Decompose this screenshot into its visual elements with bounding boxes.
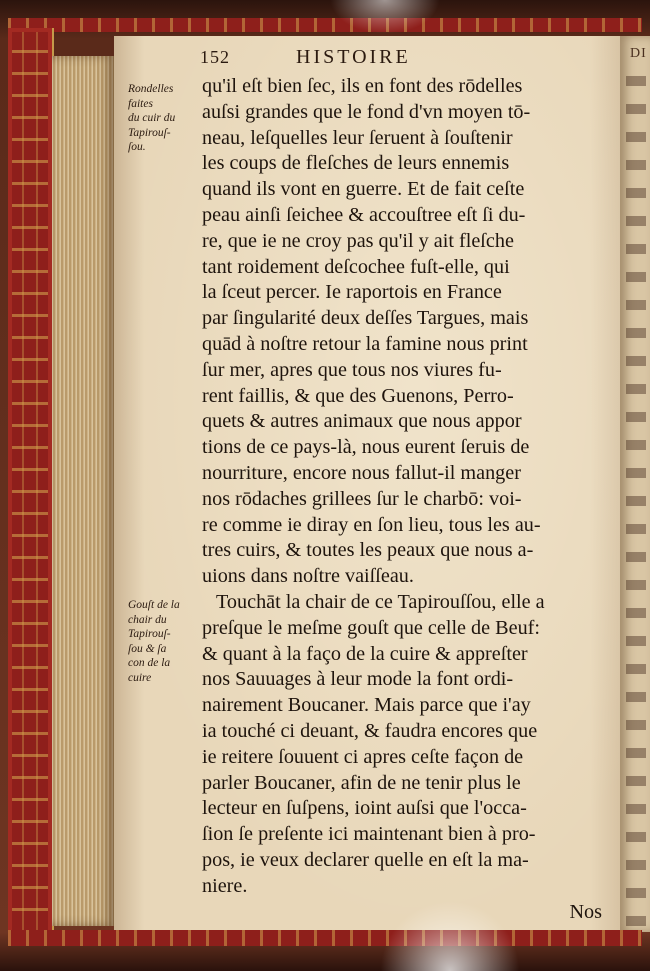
text-line: ſion ſe preſente ici maintenant bien à pro- [202,823,536,846]
text-line: nourriture, encore nous fallut-il manger [202,461,521,484]
text-line: qu'il eſt bien ſec, ils en font des rōdelles [202,75,523,97]
text-line: re, que ie ne croy pas qu'il y ait fleſche [202,229,514,252]
text-line: uions dans noſtre vaiſſeau. [202,565,414,588]
margin-note-line: Rondelles [128,83,174,95]
facing-page-text-bleed [626,76,646,932]
text-line: parler Boucaner, afin de ne tenir plus le [202,771,521,794]
book-binding [8,28,54,938]
margin-note-line: Gouſt de la [128,599,180,611]
margin-note-gouft [128,598,206,685]
text-line: ſur mer, apres que tous nos viures fu- [202,358,502,381]
text-line: niere. [202,874,248,897]
text-line: quand ils vont en guerre. Et de fait ceſte [202,178,525,201]
page-edges [52,56,114,926]
binding-bottom-border [8,930,642,946]
text-line: preſque le meſme gouſt que celle de Beuf: [202,616,541,639]
margin-note-line: cuire [128,671,152,684]
margin-note-line: ſou. [128,141,146,153]
margin-note-line: con de la [128,657,171,669]
text-line: nos rōdaches grillees ſur le charbō: voi- [202,487,522,510]
text-line: neau, leſquelles leur ſeruent à ſouſtenir [202,126,513,149]
facing-page [620,36,650,932]
text-line: re comme ie diray en ſon lieu, tous les au- [202,513,541,536]
margin-note-line: ſou & ſa [128,642,167,655]
text-line: auſsi grandes que le fond d'vn moyen tō- [202,100,531,123]
running-title: HISTOIRE [296,46,411,68]
margin-note-line: Tapirouſ- [128,628,171,640]
body-text [202,74,602,925]
glare-top [330,0,440,34]
margin-note-line: Tapirouſ- [128,126,171,139]
running-header [200,46,610,74]
text-line: tions de ce pays-là, nous eurent ſeruis de [202,436,530,459]
text-line: rent faillis, & que des Guenons, Perro- [202,384,514,407]
text-line: par ſingularité deux deſſes Targues, mais [202,307,529,330]
text-line: nos Sauuages à leur mode la font ordi- [202,668,514,691]
text-line: nairement Boucaner. Mais parce que i'ay [202,694,531,717]
margin-note-line: chair du [128,613,167,626]
text-line: pos, ie veux declarer quelle en eſt la ma- [202,848,529,871]
text-line: lecteur en ſuſpens, ioint auſsi que l'occa- [202,797,527,820]
text-line: ie reitere ſouuent ci apres ceſte façon de [202,745,524,768]
text-line: ia touché ci deuant, & faudra encores que [202,719,538,742]
margin-note-rondelles [128,82,206,155]
text-line: la ſceut percer. Ie raportois en France [202,281,502,304]
text-line: quād à noſtre retour la famine nous print [202,332,528,355]
text-line: les coups de fleſches de leurs ennemis [202,152,510,175]
text-line: Touchāt la chair de ce Tapirouſſou, elle a [216,590,545,613]
catchword: Nos [569,900,602,923]
text-line: tres cuirs, & toutes les peaux que nous a- [202,539,534,562]
facing-page-corner-text: DI [630,46,647,61]
text-line: quets & autres animaux que nous appor [202,410,522,433]
binding-top-border [8,18,642,32]
margin-note-line: faites [128,97,153,110]
text-line: & quant à la faço de la cuire & appreſter [202,642,528,665]
text-line: tant roidement deſcochee fuſt-elle, qui [202,255,510,278]
margin-note-line: du cuir du [128,112,176,124]
text-line: peau ainſi ſeichee & accouſtree eſt ſi du- [202,203,526,226]
page-number: 152 [200,47,230,67]
